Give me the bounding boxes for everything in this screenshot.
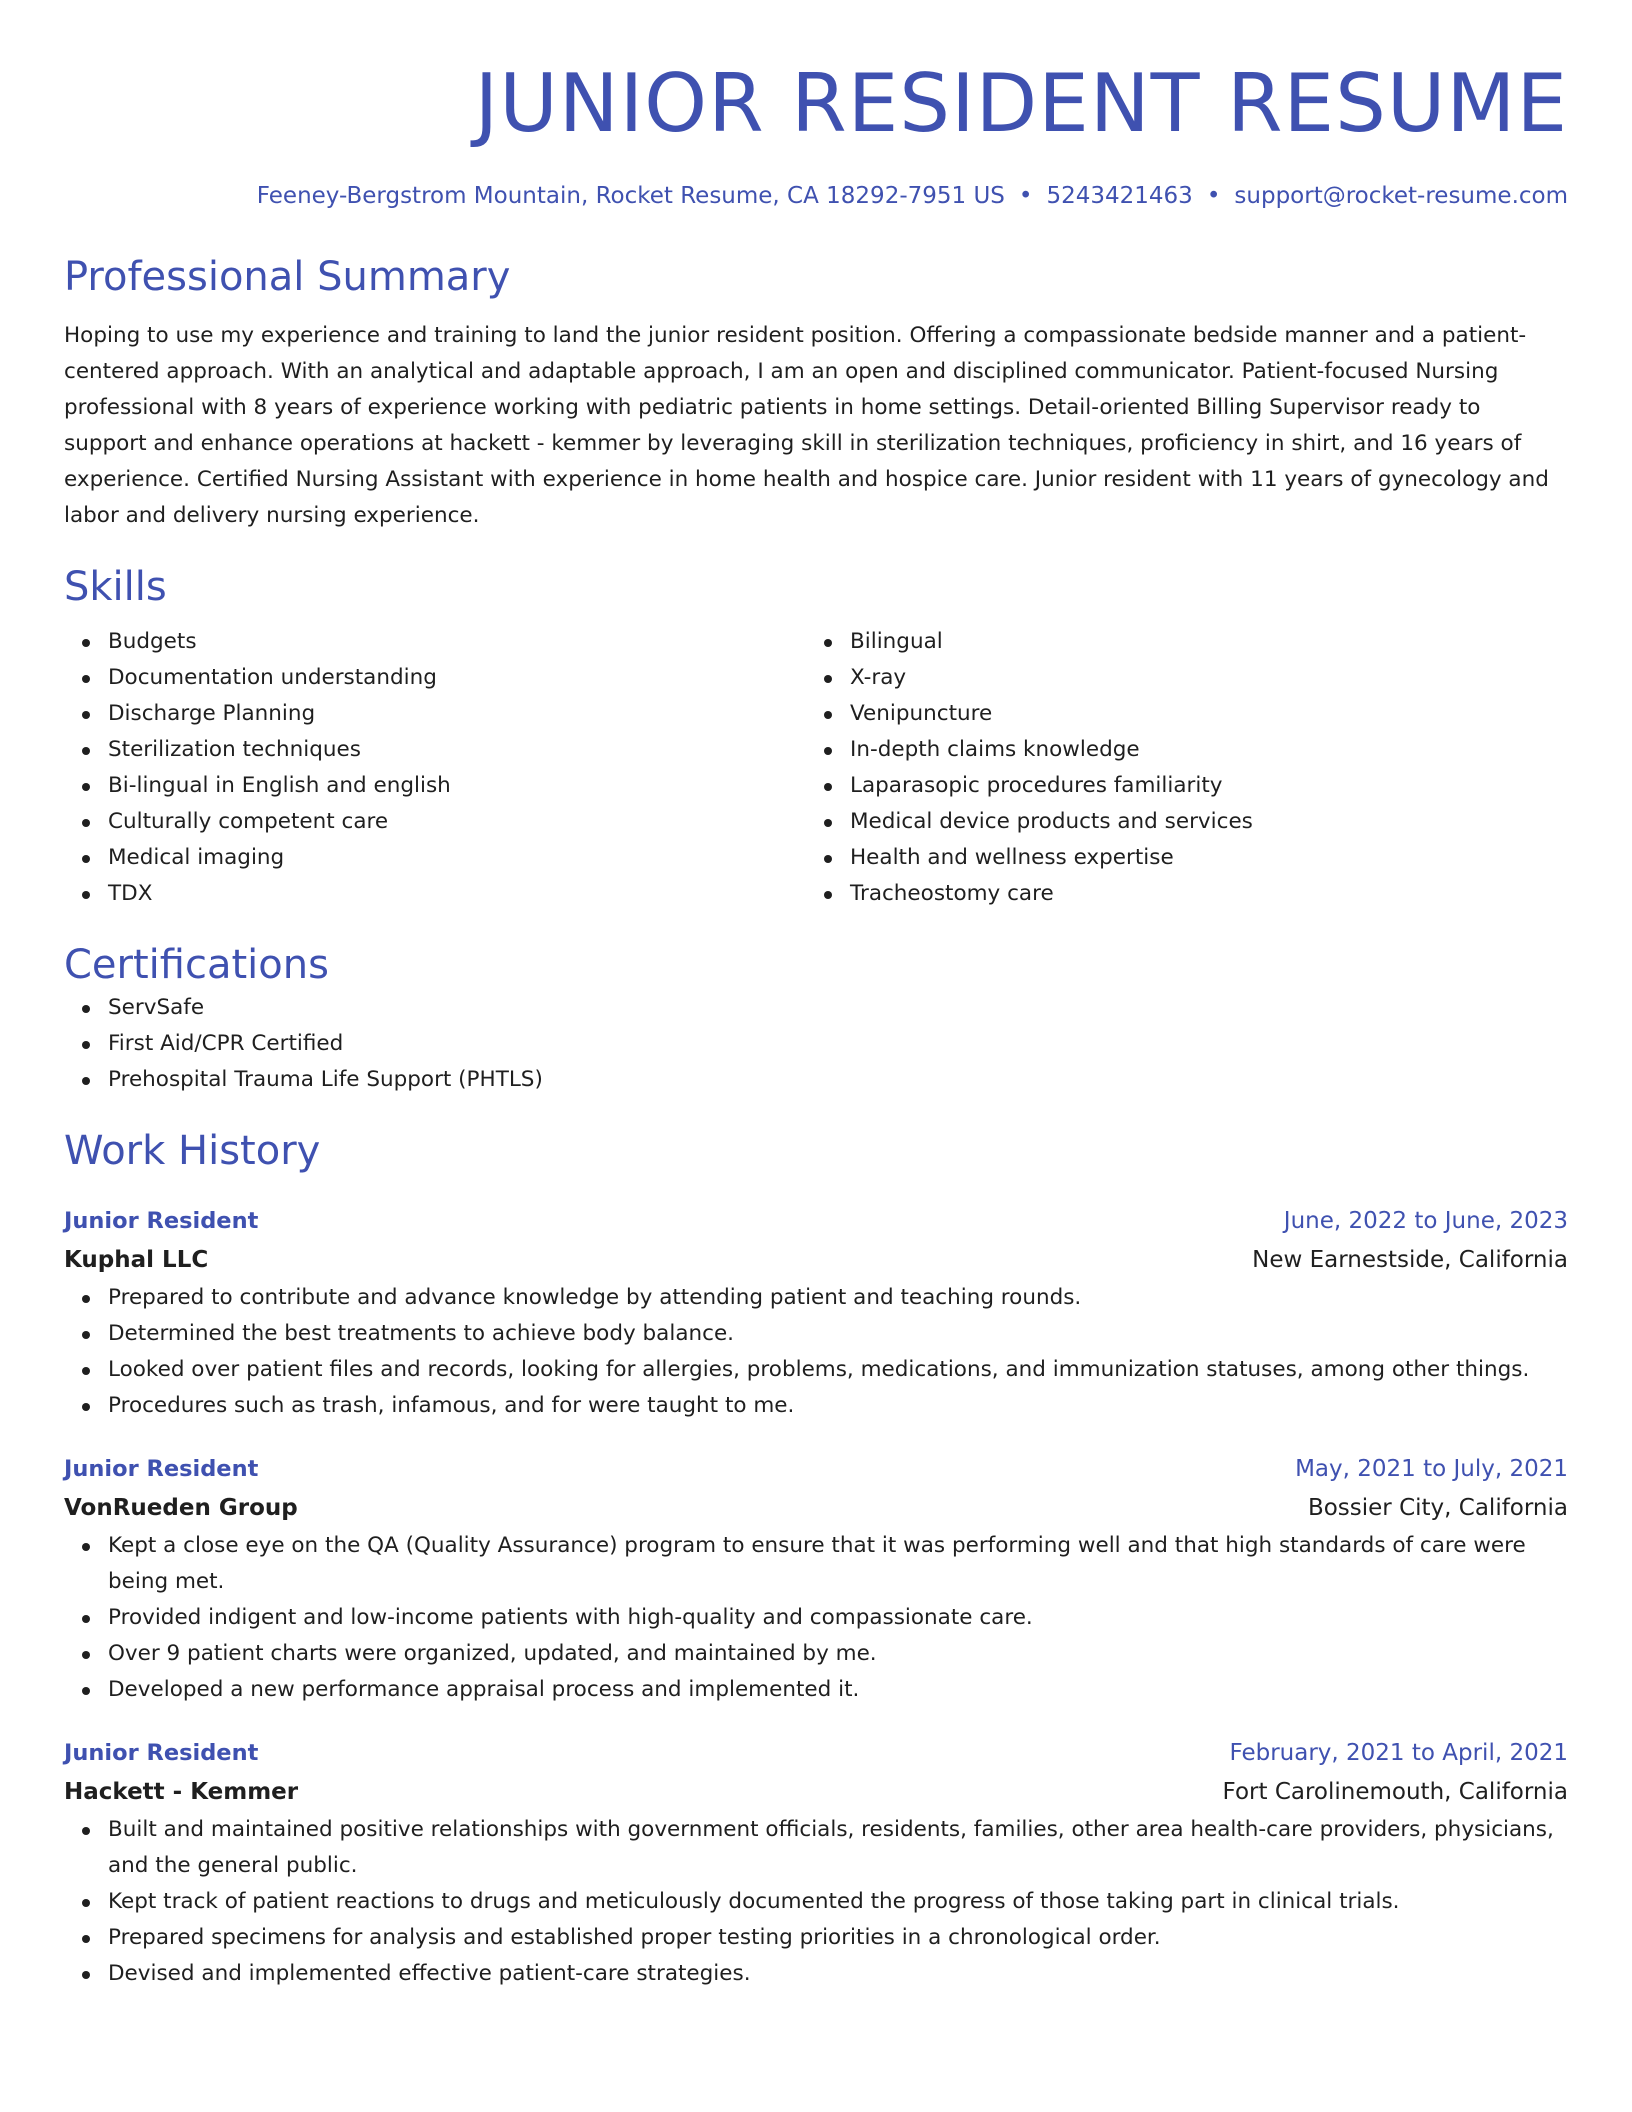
certification-item: Prehospital Trauma Life Support (PHTLS) bbox=[108, 1062, 1568, 1098]
job-title: Junior Resident bbox=[64, 1208, 259, 1234]
contact-email[interactable]: support@rocket-resume.com bbox=[1234, 183, 1568, 209]
job-location: New Earnestside, California bbox=[1252, 1247, 1568, 1273]
job-duty: Kept a close eye on the QA (Quality Assurance) program to ensure that it was performing well and that high standards of care were being met. bbox=[108, 1528, 1568, 1600]
work-history-heading: Work History bbox=[64, 1128, 321, 1174]
skill-item: TDX bbox=[108, 876, 806, 912]
job-title: Junior Resident bbox=[64, 1740, 259, 1766]
contact-line bbox=[64, 180, 1568, 212]
job-title-row bbox=[64, 1734, 1568, 1772]
job-dates: February, 2021 to April, 2021 bbox=[1229, 1740, 1568, 1766]
job-duty: Developed a new performance appraisal process and implemented it. bbox=[108, 1672, 1568, 1708]
skill-item: Documentation understanding bbox=[108, 660, 806, 696]
job-title: Junior Resident bbox=[64, 1456, 259, 1482]
skill-item: Sterilization techniques bbox=[108, 732, 806, 768]
skill-item: Bilingual bbox=[850, 624, 1548, 660]
work-history-list bbox=[64, 1202, 1568, 1992]
job-entry bbox=[64, 1450, 1568, 1708]
job-location: Fort Carolinemouth, California bbox=[1222, 1779, 1568, 1805]
job-duty: Determined the best treatments to achieve body balance. bbox=[108, 1316, 1568, 1352]
skills-list-right bbox=[806, 624, 1548, 912]
job-entry bbox=[64, 1202, 1568, 1424]
job-title-row bbox=[64, 1202, 1568, 1240]
skill-item: Venipuncture bbox=[850, 696, 1548, 732]
job-duty: Prepared to contribute and advance knowledge by attending patient and teaching rounds. bbox=[108, 1280, 1568, 1316]
certification-item: ServSafe bbox=[108, 990, 1568, 1026]
skills-heading: Skills bbox=[64, 564, 167, 610]
skill-item: Medical imaging bbox=[108, 840, 806, 876]
skills-column-left bbox=[64, 624, 806, 912]
job-duty: Prepared specimens for analysis and established proper testing priorities in a chronological order. bbox=[108, 1920, 1568, 1956]
job-dates: May, 2021 to July, 2021 bbox=[1295, 1456, 1568, 1482]
job-dates: June, 2022 to June, 2023 bbox=[1283, 1208, 1568, 1234]
certification-item: First Aid/CPR Certified bbox=[108, 1026, 1568, 1062]
job-duty: Over 9 patient charts were organized, updated, and maintained by me. bbox=[108, 1636, 1568, 1672]
certifications-list bbox=[64, 990, 1568, 1098]
job-duty: Kept track of patient reactions to drugs and meticulously documented the progress of those taking part in clinical trials. bbox=[108, 1884, 1568, 1920]
job-duties-list bbox=[64, 1528, 1568, 1708]
skill-item: Budgets bbox=[108, 624, 806, 660]
resume-title: JUNIOR RESIDENT RESUME bbox=[474, 57, 1568, 150]
job-company: Hackett - Kemmer bbox=[64, 1779, 299, 1805]
contact-address: Feeney-Bergstrom Mountain, Rocket Resume, CA 18292-7951 US bbox=[256, 183, 1005, 209]
summary-heading: Professional Summary bbox=[64, 254, 511, 300]
job-company-row bbox=[64, 1240, 1568, 1280]
job-company: Kuphal LLC bbox=[64, 1247, 209, 1273]
contact-separator: • bbox=[1018, 183, 1033, 209]
job-entry bbox=[64, 1734, 1568, 1992]
job-company-row bbox=[64, 1772, 1568, 1812]
resume-page bbox=[64, 0, 1568, 1992]
skill-item: Bi-lingual in English and english bbox=[108, 768, 806, 804]
contact-phone: 5243421463 bbox=[1046, 183, 1193, 209]
skills-list-left bbox=[64, 624, 806, 912]
job-duty: Built and maintained positive relationships with government officials, residents, families, other area health-care providers, physicians, and the general public. bbox=[108, 1812, 1568, 1884]
job-duty: Looked over patient files and records, looking for allergies, problems, medications, and immunization statuses, among other things. bbox=[108, 1352, 1568, 1388]
skill-item: Health and wellness expertise bbox=[850, 840, 1548, 876]
skills-column-right bbox=[806, 624, 1548, 912]
skill-item: Discharge Planning bbox=[108, 696, 806, 732]
job-duties-list bbox=[64, 1812, 1568, 1992]
job-duties-list bbox=[64, 1280, 1568, 1424]
job-duty: Provided indigent and low-income patients with high-quality and compassionate care. bbox=[108, 1600, 1568, 1636]
contact-separator: • bbox=[1206, 183, 1221, 209]
job-company: VonRueden Group bbox=[64, 1495, 298, 1521]
job-company-row bbox=[64, 1488, 1568, 1528]
skill-item: X-ray bbox=[850, 660, 1548, 696]
job-title-row bbox=[64, 1450, 1568, 1488]
job-location: Bossier City, California bbox=[1307, 1495, 1568, 1521]
skill-item: In-depth claims knowledge bbox=[850, 732, 1548, 768]
skill-item: Culturally competent care bbox=[108, 804, 806, 840]
skill-item: Medical device products and services bbox=[850, 804, 1548, 840]
skill-item: Tracheostomy care bbox=[850, 876, 1548, 912]
skills-grid bbox=[64, 624, 1568, 912]
summary-text: Hoping to use my experience and training to land the junior resident position. Offering a compassionate bedside manner and a patient-centered approach. With an analytical and adaptable approach, I am an open and disciplined communicator. Patient-focused Nursing professional with 8 years of experience working with pediatric patients in home settings. Detail-oriented Billing Supervisor ready to support and enhance operations at hackett - kemmer by leveraging skill in sterilization techniques, proficiency in shirt, and 16 years of experience. Certified Nursing Assistant with experience in home health and hospice care. Junior resident with 11 years of gynecology and labor and delivery nursing experience. bbox=[64, 323, 1549, 528]
job-duty: Procedures such as trash, infamous, and for were taught to me. bbox=[108, 1388, 1568, 1424]
skill-item: Laparasopic procedures familiarity bbox=[850, 768, 1548, 804]
job-duty: Devised and implemented effective patient-care strategies. bbox=[108, 1956, 1568, 1992]
certifications-heading: Certifications bbox=[64, 942, 329, 988]
